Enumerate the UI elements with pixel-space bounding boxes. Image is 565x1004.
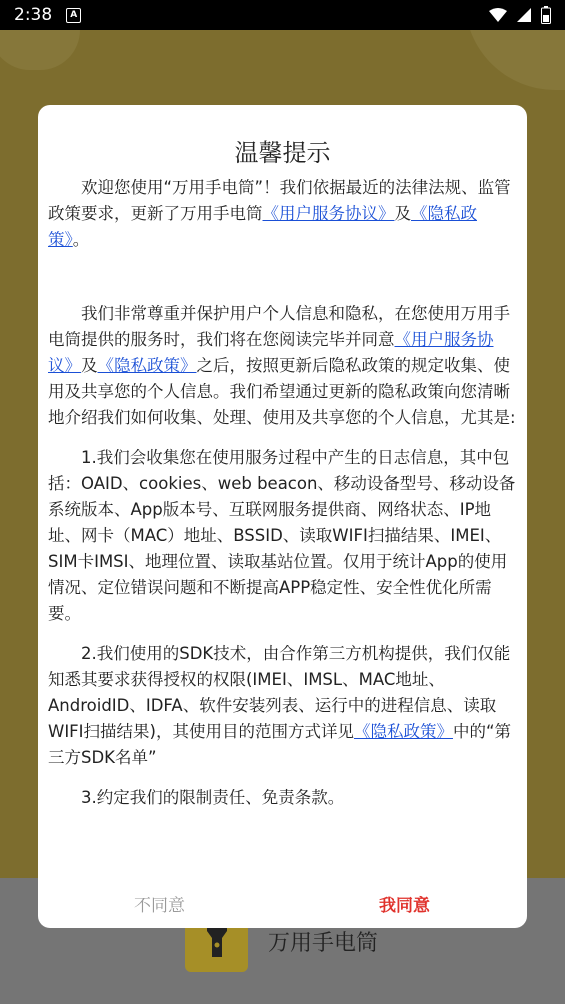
paragraph-text: 及 [81, 356, 98, 375]
paragraph-text: 中的“第三方SDK名单” [48, 722, 512, 767]
battery-icon [541, 6, 551, 24]
paragraph-text: 及 [394, 204, 411, 223]
agree-button[interactable]: 我同意 [379, 896, 430, 916]
user-agreement-link[interactable]: 《用户服务协议》 [48, 330, 494, 375]
paragraph-text: 。 [72, 230, 90, 249]
privacy-dialog [38, 105, 527, 928]
paragraph-text: 之后，按照更新后隐私政策的规定收集、使用及共享您的个人信息。我们希望通过更新的隐私政策向您清晰地介绍我们如何收集、处理、使用及共享您的个人信息，尤其是: [48, 356, 516, 427]
paragraph-item-2 [48, 641, 517, 771]
dialog-body[interactable] [48, 175, 517, 865]
paragraph-text: 我们非常尊重并保护用户个人信息和隐私，在您使用万用手电筒提供的服务时，我们将在您阅读完毕并同意 [48, 304, 510, 349]
status-time: 2:38 [14, 5, 53, 25]
disagree-button[interactable]: 不同意 [134, 896, 185, 916]
privacy-policy-link[interactable]: 《隐私政策》 [97, 356, 197, 375]
privacy-policy-link[interactable]: 《隐私政策》 [48, 204, 477, 249]
notification-icon: A [66, 8, 81, 23]
privacy-policy-link[interactable]: 《隐私政策》 [353, 722, 453, 741]
user-agreement-link[interactable]: 《用户服务协议》 [262, 204, 395, 223]
paragraph-text: 2.我们使用的SDK技术，由合作第三方机构提供，我们仅能知悉其要求获得授权的权限(IMEI、IMSL、MAC地址、AndroidID、IDFA、软件安装列表、运行中的进程信息、读取WIFI扫描结果)，其使用目的范围方式详见 [48, 644, 511, 741]
status-bar [0, 0, 565, 30]
dialog-title: 温馨提示 [234, 139, 331, 167]
paragraph-respect [48, 301, 517, 431]
signal-icon [517, 8, 531, 22]
paragraph-welcome [48, 175, 517, 253]
wifi-icon [489, 8, 507, 22]
app-title: 万用手电筒 [268, 931, 379, 956]
paragraph-item-1: 1.我们会收集您在使用服务过程中产生的日志信息，其中包括：OAID、cookies、web beacon、移动设备型号、移动设备系统版本、App版本号、互联网服务提供商、网络状态、IP地址、网卡（MAC）地址、BSSID、读取WIFI扫描结果、IMEI、SIM卡IMSI、地理位置、读取基站位置。仅用于统计App的使用情况、定位错误问题和不断提高APP稳定性、安全性优化所需要。 [48, 448, 516, 623]
paragraph-text: 欢迎您使用“万用手电筒”！我们依据最近的法律法规、监管政策要求，更新了万用手电筒 [48, 178, 511, 223]
paragraph-item-3: 3.约定我们的限制责任、免责条款。 [81, 788, 345, 807]
